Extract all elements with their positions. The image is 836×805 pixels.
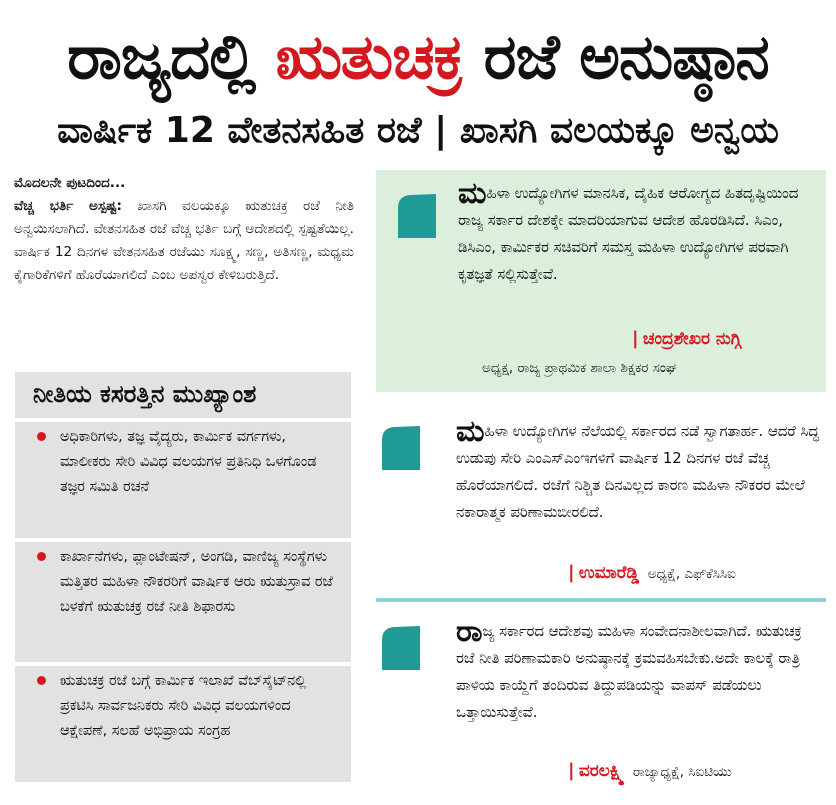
policy-bullet-item bbox=[15, 666, 351, 782]
intro-text: ಖಾಸಗಿ ವಲಯಕ್ಕೂ ಋತುಚಕ್ರ ರಜೆ ನೀತಿ ಅನ್ವಯಿಸಲಾಗಿದೆ. ವೇತನಸಹಿತ ರಜೆ ವೆಚ್ಚ ಭರ್ತಿ ಬಗ್ಗೆ ಆದೇಶದಲ್ಲಿ ಸ್ಪಷ್ಟತೆಯಿಲ್ಲ. ವಾರ್ಷಿಕ 12 ದಿನಗಳ ವೇತನಸಹಿತ ರಜೆಯು ಸೂಕ್ಷ್ಮ, ಸಣ್ಣ, ಅತಿಸಣ್ಣ, ಮಧ್ಯಮ ಕೈಗಾರಿಕೆಗಳಿಗೆ ಹೊರೆಯಾಗಲಿದೆ ಎಂಬ ಅಪಸ್ವರ ಕೇಳಿಬರುತ್ತಿದೆ. bbox=[14, 198, 355, 283]
quote-panel-2 bbox=[376, 400, 826, 596]
quote-text bbox=[458, 176, 818, 288]
quote-panel-3 bbox=[376, 606, 826, 800]
quote-text bbox=[456, 414, 820, 526]
quote-author-role: ಅಧ್ಯಕ್ಷ, ರಾಜ್ಯ ಪ್ರಾಥಮಿಕ ಶಾಲಾ ಶಿಕ್ಷಕರ ಸಂಘ bbox=[482, 360, 676, 376]
policy-box-title bbox=[15, 372, 351, 418]
headline-highlight: ಋತುಚಕ್ರ bbox=[275, 20, 464, 93]
intro-body bbox=[14, 195, 354, 287]
quote-signature: | ಚಂದ್ರಶೇಖರ ನುಗ್ಗಿ bbox=[632, 328, 742, 349]
quote-author-name: ವರಲಕ್ಷ್ಮಿ bbox=[578, 761, 625, 781]
bullet-dot-icon bbox=[37, 552, 46, 561]
quote-drop-cap: ಮ bbox=[456, 414, 485, 449]
policy-bullet-text: ಋತುಚಕ್ರ ರಜೆ ಬಗ್ಗೆ ಕಾರ್ಮಿಕ ಇಲಾಖೆ ವೆಬ್‌ಸೈಟ್‌ನಲ್ಲಿ ಪ್ರಕಟಿಸಿ ಸಾರ್ವಜನಿಕರು ಸೇರಿ ವಿವಿಧ ವಲಯಗಳಿಂದ ಆಕ್ಷೇಪಣೆ, ಸಲಹೆ ಅಭಿಪ್ರಾಯ ಸಂಗ್ರಹ bbox=[60, 673, 307, 739]
headline-part-3: ರಜೆ ಅನುಷ್ಠಾನ bbox=[483, 20, 769, 93]
policy-box-heading: ನೀತಿಯ ಕಸರತ್ತಿನ ಮುಖ್ಯಾಂಶ bbox=[33, 380, 257, 408]
continued-note: ಮೊದಲನೇ ಪುಟದಿಂದ... bbox=[14, 175, 126, 191]
quote-panel-1 bbox=[376, 170, 826, 392]
quote-mark-icon bbox=[396, 194, 440, 238]
bullet-dot-icon bbox=[37, 676, 46, 685]
quote-author-name: ಚಂದ್ರಶೇಖರ ನುಗ್ಗಿ bbox=[642, 329, 742, 349]
quote-text bbox=[456, 614, 820, 726]
headline-part-1: ರಾಜ್ಯದಲ್ಲಿ bbox=[67, 20, 256, 93]
policy-bullet-text: ಅಧಿಕಾರಿಗಳು, ತಜ್ಞ ವೈದ್ಯರು, ಕಾರ್ಮಿಕ ವರ್ಗಗಳು, ಮಾಲೀಕರು ಸೇರಿ ವಿವಿಧ ವಲಯಗಳ ಪ್ರತಿನಿಧಿ ಒಳಗೊಂಡ ತಜ್ಞರ ಸಮಿತಿ ರಚನೆ bbox=[60, 429, 317, 495]
quote-drop-cap: ಮ bbox=[458, 176, 487, 211]
quote-mark-icon bbox=[380, 426, 424, 470]
intro-paragraph bbox=[14, 172, 354, 287]
subheadline: ವಾರ್ಷಿಕ 12 ವೇತನಸಹಿತ ರಜೆ | ಖಾಸಗಿ ವಲಯಕ್ಕೂ ಅನ್ವಯ bbox=[57, 110, 779, 151]
intro-lead: ವೆಚ್ಚ ಭರ್ತಿ ಅಸ್ಪಷ್ಟ: bbox=[14, 198, 122, 214]
quote-body: ಹಿಳಾ ಉದ್ಯೋಗಿಗಳ ಮಾನಸಿಕ, ದೈಹಿಕ ಆರೋಗ್ಯದ ಹಿತದೃಷ್ಟಿಯಿಂದ ರಾಜ್ಯ ಸರ್ಕಾರ ದೇಶಕ್ಕೇ ಮಾದರಿಯಾಗುವ ಆದೇಶ ಹೊರಡಿಸಿದೆ. ಸಿಎಂ, ಡಿಸಿಎಂ, ಕಾರ್ಮಿಕರ ಸಚಿವರಿಗೆ ಸಮಸ್ತ ಮಹಿಳಾ ಉದ್ಯೋಗಿಗಳ ಪರವಾಗಿ ಕೃತಜ್ಞತೆ ಸಲ್ಲಿಸುತ್ತೇವೆ. bbox=[458, 185, 799, 283]
quote-author-name: ಉಮಾರೆಡ್ಡಿ bbox=[578, 563, 640, 583]
bullet-dot-icon bbox=[37, 432, 46, 441]
quote-signature: | ಉಮಾರೆಡ್ಡಿ ಅಧ್ಯಕ್ಷೆ, ಎಫ್‌ಕೆಸಿಸಿಐ bbox=[568, 562, 736, 583]
quote-body: ಹಿಳಾ ಉದ್ಯೋಗಿಗಳ ನೆಲೆಯಲ್ಲಿ ಸರ್ಕಾರದ ನಡೆ ಸ್ವಾಗತಾರ್ಹ. ಆದರೆ ಸಿದ್ಧ ಉಡುಪು ಸೇರಿ ಎಂಎಸ್‌ಎಂಇಗಳಿಗೆ ವಾರ್ಷಿಕ 12 ದಿನಗಳ ರಜೆ ವೆಚ್ಚ ಹೊರೆಯಾಗಲಿದೆ. ರಜೆಗೆ ನಿಶ್ಚಿತ ದಿನವಿಲ್ಲದ ಕಾರಣ ಮಹಿಳಾ ನೌಕರರ ಮೇಲೆ ನಕಾರಾತ್ಮಕ ಪರಿಣಾಮಬೀರಲಿದೆ. bbox=[456, 423, 819, 521]
quote-author-role: ರಾಜ್ಯಾಧ್ಯಕ್ಷೆ, ಸಿಐಟಿಯು bbox=[632, 764, 732, 780]
quote-body: ಜ್ಯ ಸರ್ಕಾರದ ಆದೇಶವು ಮಹಿಳಾ ಸಂವೇದನಾಶೀಲವಾಗಿದೆ. ಋತುಚಕ್ರ ರಜೆ ನೀತಿ ಪರಿಣಾಮಕಾರಿ ಅನುಷ್ಠಾನಕ್ಕೆ ಕ್ರಮವಹಿಸಬೇಕು.ಅದೇ ಕಾಲಕ್ಕೆ ರಾತ್ರಿ ಪಾಳಿಯ ಕಾಯ್ದೆಗೆ ತಂದಿರುವ ತಿದ್ದುಪಡಿಯನ್ನು ವಾಪಸ್ ಪಡೆಯಲು ಒತ್ತಾಯಿಸುತ್ತೇವೆ. bbox=[456, 623, 802, 721]
policy-bullet-text: ಕಾರ್ಖಾನೆಗಳು, ಪ್ಲಾಂಟೇಷನ್, ಅಂಗಡಿ, ವಾಣಿಜ್ಯ ಸಂಸ್ಥೆಗಳು ಮತ್ತಿತರ ಮಹಿಳಾ ನೌಕರರಿಗೆ ವಾರ್ಷಿಕ ಆರು ಋತುಸ್ರಾವ ರಜೆ ಬಳಕೆಗೆ ಋತುಚಕ್ರ ರಜೆ ನೀತಿ ಶಿಫಾರಸು bbox=[60, 549, 333, 615]
section-divider bbox=[376, 598, 826, 602]
headline bbox=[8, 14, 828, 100]
policy-bullet-item bbox=[15, 422, 351, 538]
quote-drop-cap: ರಾ bbox=[456, 614, 483, 649]
quote-signature: | ವರಲಕ್ಷ್ಮಿ ರಾಜ್ಯಾಧ್ಯಕ್ಷೆ, ಸಿಐಟಿಯು bbox=[568, 760, 732, 781]
quote-mark-icon bbox=[380, 626, 424, 670]
quote-author-role: ಅಧ್ಯಕ್ಷೆ, ಎಫ್‌ಕೆಸಿಸಿಐ bbox=[647, 566, 736, 582]
policy-bullet-item bbox=[15, 542, 351, 662]
